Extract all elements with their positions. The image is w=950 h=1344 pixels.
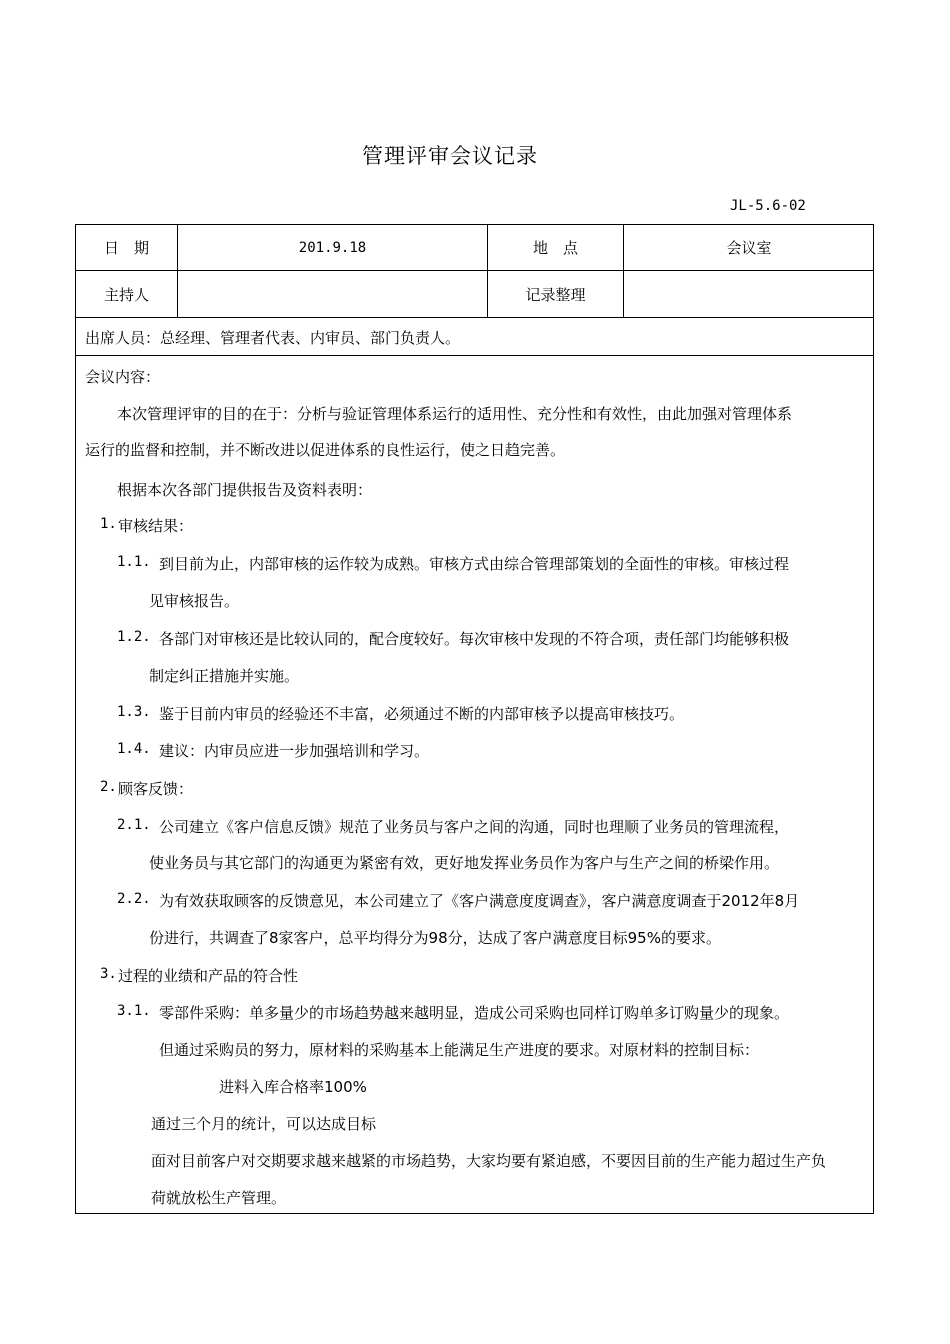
item-1-2-line-2: 制定纠正措施并实施。 bbox=[149, 667, 300, 685]
document-code: JL-5.6-02 bbox=[730, 198, 806, 214]
item-1-2-line-1: 各部门对审核还是比较认同的，配合度较好。每次审核中发现的不符合项，责任部门均能够积极 bbox=[159, 630, 790, 648]
section-1-title: 审核结果： bbox=[118, 517, 194, 535]
section-3-number: 3. bbox=[100, 966, 117, 982]
date-value: 201.9.18 bbox=[298, 239, 367, 256]
basis-line: 根据本次各部门提供报告及资料表明： bbox=[117, 481, 373, 499]
date-label: 日 期 bbox=[103, 239, 149, 257]
place-label: 地 点 bbox=[532, 239, 578, 257]
section-2-title: 顾客反馈： bbox=[118, 780, 194, 798]
section-3-title: 过程的业绩和产品的符合性 bbox=[118, 967, 299, 985]
recorder-value bbox=[624, 271, 874, 317]
intro-line-1: 本次管理评审的目的在于：分析与验证管理体系运行的适用性、充分性和有效性，由此加强对管理体系 bbox=[117, 405, 793, 423]
row-divider bbox=[76, 355, 873, 356]
content-heading: 会议内容： bbox=[85, 368, 161, 386]
urge-line-1: 面对目前客户对交期要求越来越紧的市场趋势，大家均要有紧迫感，不要因目前的生产能力超过生产负 bbox=[151, 1152, 827, 1170]
host-value bbox=[178, 271, 487, 317]
statistics-note: 通过三个月的统计，可以达成目标 bbox=[151, 1115, 377, 1133]
item-2-2-number: 2.2. bbox=[117, 891, 151, 907]
item-1-4-number: 1.4. bbox=[117, 741, 151, 757]
item-2-1-line-2: 使业务员与其它部门的沟通更为紧密有效，更好地发挥业务员作为客户与生产之间的桥梁作用。 bbox=[149, 854, 780, 872]
place-value: 会议室 bbox=[726, 239, 772, 257]
item-3-1-line-1: 零部件采购：单多量少的市场趋势越来越明显，造成公司采购也同样订购单多订购量少的现象。 bbox=[159, 1004, 790, 1022]
item-3-1-line-2: 但通过采购员的努力，原材料的采购基本上能满足生产进度的要求。对原材料的控制目标： bbox=[159, 1041, 760, 1059]
item-2-1-line-1: 公司建立《客户信息反馈》规范了业务员与客户之间的沟通，同时也理顺了业务员的管理流程， bbox=[159, 818, 790, 836]
item-1-2-number: 1.2. bbox=[117, 629, 151, 645]
section-1-number: 1. bbox=[100, 516, 117, 532]
meeting-record-table bbox=[75, 224, 874, 1214]
item-1-1-line-2: 见审核报告。 bbox=[149, 592, 240, 610]
intro-line-2: 运行的监督和控制，并不断改进以促进体系的良性运行，使之日趋完善。 bbox=[85, 441, 566, 459]
item-1-3-number: 1.3. bbox=[117, 704, 151, 720]
recorder-label: 记录整理 bbox=[525, 285, 586, 304]
item-3-1-number: 3.1. bbox=[117, 1003, 151, 1019]
host-label: 主持人 bbox=[103, 285, 149, 304]
page-title: 管理评审会议记录 bbox=[362, 144, 538, 168]
urge-line-2: 荷就放松生产管理。 bbox=[151, 1189, 287, 1207]
item-2-2-line-2: 份进行，共调查了8家客户，总平均得分为98分，达成了客户满意度目标95%的要求。 bbox=[149, 929, 721, 947]
item-2-2-line-1: 为有效获取顾客的反馈意见，本公司建立了《客户满意度度调查》，客户满意度调查于2012年8月 bbox=[159, 892, 800, 910]
section-2-number: 2. bbox=[100, 779, 117, 795]
item-2-1-number: 2.1. bbox=[117, 817, 151, 833]
row-divider bbox=[76, 317, 873, 318]
item-1-4-line-1: 建议：内审员应进一步加强培训和学习。 bbox=[159, 742, 430, 760]
control-target: 进料入库合格率100% bbox=[219, 1078, 367, 1096]
attendees: 出席人员：总经理、管理者代表、内审员、部门负责人。 bbox=[85, 329, 461, 347]
item-1-3-line-1: 鉴于目前内审员的经验还不丰富，必须通过不断的内部审核予以提高审核技巧。 bbox=[159, 705, 685, 723]
item-1-1-number: 1.1. bbox=[117, 554, 151, 570]
item-1-1-line-1: 到目前为止，内部审核的运作较为成熟。审核方式由综合管理部策划的全面性的审核。审核过程 bbox=[159, 555, 790, 573]
